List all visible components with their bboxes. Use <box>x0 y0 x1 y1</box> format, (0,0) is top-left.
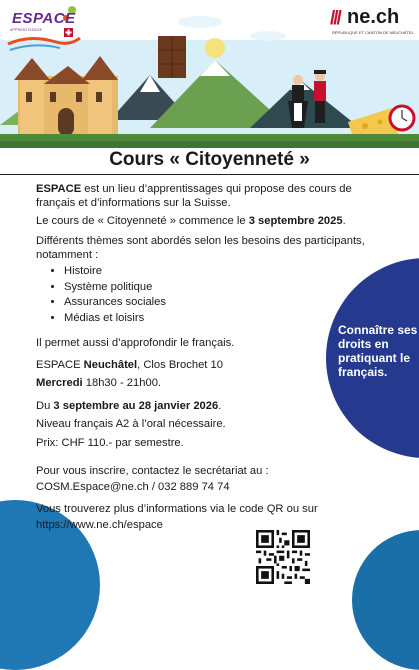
callout-text: Connaître ses droits en pratiquant le français. <box>338 323 418 379</box>
start-text: Le cours de « Citoyenneté » commence le <box>36 215 249 227</box>
main-content <box>36 182 386 532</box>
title-divider <box>0 174 419 175</box>
ne-ch-logo <box>330 6 416 40</box>
espace-logo-subtitle: APPRENTISSAGE <box>10 28 43 32</box>
intro-brand: ESPACE <box>36 183 82 195</box>
intro-text: est un lieu d’apprentissages qui propose des cours de français et d’informations sur la Suisse. <box>36 183 352 209</box>
espace-logo-text: ESPACE <box>12 10 76 27</box>
decorative-circle-right <box>352 530 419 670</box>
themes-intro: Différents thèmes sont abordés selon les besoins des participants, notamment : <box>36 235 365 261</box>
location-line <box>36 358 386 372</box>
period-prefix: Du <box>36 400 54 412</box>
start-date: 3 septembre 2025 <box>248 215 343 227</box>
schedule-line <box>36 376 386 390</box>
list-item: • Système politique <box>64 280 386 296</box>
header-banner <box>0 0 419 148</box>
period-end: . <box>218 400 222 412</box>
period-line <box>36 399 386 413</box>
website-link[interactable]: https://www.ne.ch/espace <box>36 519 163 531</box>
list-item: • Histoire <box>64 264 386 280</box>
page-title: Cours « Citoyenneté » <box>109 149 310 170</box>
ne-logo-subtitle: RÉPUBLIQUE ET CANTON DE NEUCHÂTEL <box>332 30 414 35</box>
list-item: • Assurances sociales <box>64 295 386 311</box>
period-dates: 3 septembre au 28 janvier 2026 <box>53 400 219 412</box>
ne-flag-icon: /// <box>330 8 340 29</box>
start-paragraph <box>36 214 386 228</box>
qr-code[interactable] <box>256 530 310 584</box>
price-line: Prix: CHF 110.- par semestre. <box>36 437 184 449</box>
start-end: . <box>342 215 346 227</box>
themes-list <box>36 264 386 326</box>
intro-paragraph <box>36 182 386 210</box>
schedule-time: 18h30 - 21h00. <box>82 377 162 389</box>
contact-line-1: Pour vous inscrire, contactez le secrétariat au : <box>36 465 269 477</box>
contact-line-2[interactable]: COSM.Espace@ne.ch / 032 889 74 74 <box>36 481 230 493</box>
schedule-day: Mercredi <box>36 377 83 389</box>
location-address: , Clos Brochet 10 <box>137 359 223 371</box>
espace-logo <box>6 4 82 56</box>
list-item: • Médias et loisirs <box>64 311 386 327</box>
ne-logo-text: ne.ch <box>347 6 400 28</box>
location-prefix: ESPACE <box>36 359 84 371</box>
location-city: Neuchâtel <box>83 359 138 371</box>
improve-text: Il permet aussi d’approfondir le français. <box>36 337 235 349</box>
more-info-line-1: Vous trouverez plus d’informations via le code QR ou sur <box>36 503 318 515</box>
level-line: Niveau français A2 à l’oral nécessaire. <box>36 418 226 430</box>
